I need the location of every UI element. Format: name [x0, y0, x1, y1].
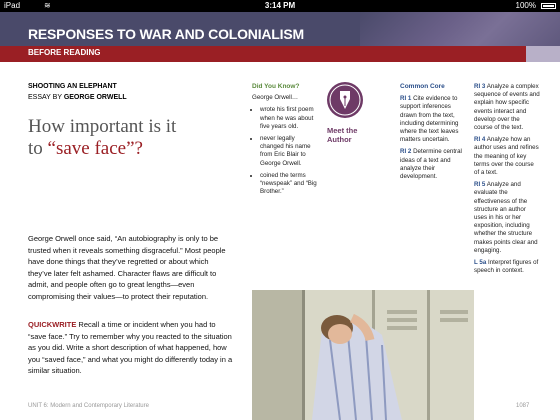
- standard-code: RI 1: [400, 95, 412, 103]
- standard-item: [474, 181, 540, 255]
- footer-unit: UNIT 6: Modern and Contemporary Literature: [28, 403, 149, 409]
- wifi-icon: ≋: [44, 1, 51, 10]
- common-core-heading: Common Core: [400, 83, 445, 90]
- section-label: BEFORE READING: [28, 48, 101, 57]
- question-line-2-prefix: to: [28, 138, 48, 159]
- page-number: 1087: [516, 403, 530, 409]
- list-item: • coined the terms “newspeak” and “Big Brother.”: [260, 172, 318, 197]
- meet-author-label[interactable]: Meet the Author: [327, 126, 358, 144]
- standard-item: [400, 148, 466, 181]
- standard-text: Cite evidence to support inferences drawn from the text, including determining where the text leaves matters uncertain.: [400, 95, 459, 144]
- quickwrite-label: QUICKWRITE: [28, 320, 77, 329]
- did-you-know-heading: Did You Know?: [252, 83, 300, 90]
- intro-paragraph: George Orwell once said, “An autobiography is only to be trusted when it reveals something disgraceful.” Most people have done things that they’ve regretted or about which they’ve later felt ashamed. Character flaws are difficult to admit, and people often go to great lengths—even compromising their values—to protect their reputation.: [28, 234, 226, 301]
- common-core-column-1: [400, 83, 466, 185]
- question-highlight: “save face”?: [47, 138, 143, 159]
- standard-text: Analyze and evaluate the effectiveness of the structure an author uses in his or her exposition, including whether the structure makes points clear and engaging.: [474, 181, 538, 254]
- quickwrite-prompt: [28, 319, 234, 377]
- pen-nib-icon: [327, 82, 363, 118]
- list-item: • wrote his first poem when he was about five years old.: [260, 106, 318, 131]
- question-line-1: How important is it: [28, 116, 177, 137]
- standard-code: RI 5: [474, 181, 486, 189]
- standard-code: RI 3: [474, 83, 486, 90]
- essential-question: [28, 116, 176, 160]
- standard-item: [400, 95, 466, 144]
- did-you-know-lead: George Orwell…: [252, 94, 299, 102]
- meet-author-button[interactable]: [327, 82, 363, 118]
- common-core-column-2: [474, 83, 540, 279]
- essay-byline: [28, 94, 127, 101]
- essay-prefix: ESSAY BY: [28, 94, 62, 101]
- author-name: GEORGE ORWELL: [63, 94, 127, 101]
- standard-item: [474, 136, 540, 177]
- battery-icon: [541, 3, 556, 9]
- standard-item: [474, 83, 540, 132]
- standard-text: Interpret figures of speech in context.: [474, 259, 539, 275]
- chapter-title: RESPONSES TO WAR AND COLONIALISM: [28, 26, 304, 42]
- list-item: • never legally changed his name from Eric Blair to George Orwell.: [260, 135, 318, 168]
- standard-item: [474, 259, 540, 275]
- standard-text: Analyze a complex sequence of events and explain how specific events interact and develop over the course of the text.: [474, 83, 540, 132]
- standard-code: RI 4: [474, 136, 486, 144]
- battery-percent: 100%: [515, 1, 536, 10]
- standard-code: L 5a: [474, 259, 487, 267]
- quickwrite-text: Recall a time or incident when you had to “save face.” Try to remember why you reacted to the situation as you did. Write a short description of what happened, how you “saved face,” and what you might do differently today in a similar situation.: [28, 320, 233, 375]
- standard-code: RI 2: [400, 148, 412, 156]
- carrier-label: iPad: [4, 1, 21, 10]
- standard-text: Determine central ideas of a text and analyze their development.: [400, 148, 462, 181]
- status-bar: [0, 0, 560, 12]
- student-at-lockers-photo: [252, 290, 474, 420]
- section-bar: [0, 46, 560, 62]
- section-bar-tail: [526, 46, 560, 62]
- did-you-know-list: [252, 106, 318, 196]
- story-title: SHOOTING AN ELEPHANT: [28, 83, 117, 90]
- standard-text: Analyze how an author uses and refines the meaning of key terms over the course of a text.: [474, 136, 539, 177]
- status-time: 3:14 PM: [264, 1, 296, 10]
- did-you-know-box: [252, 83, 318, 200]
